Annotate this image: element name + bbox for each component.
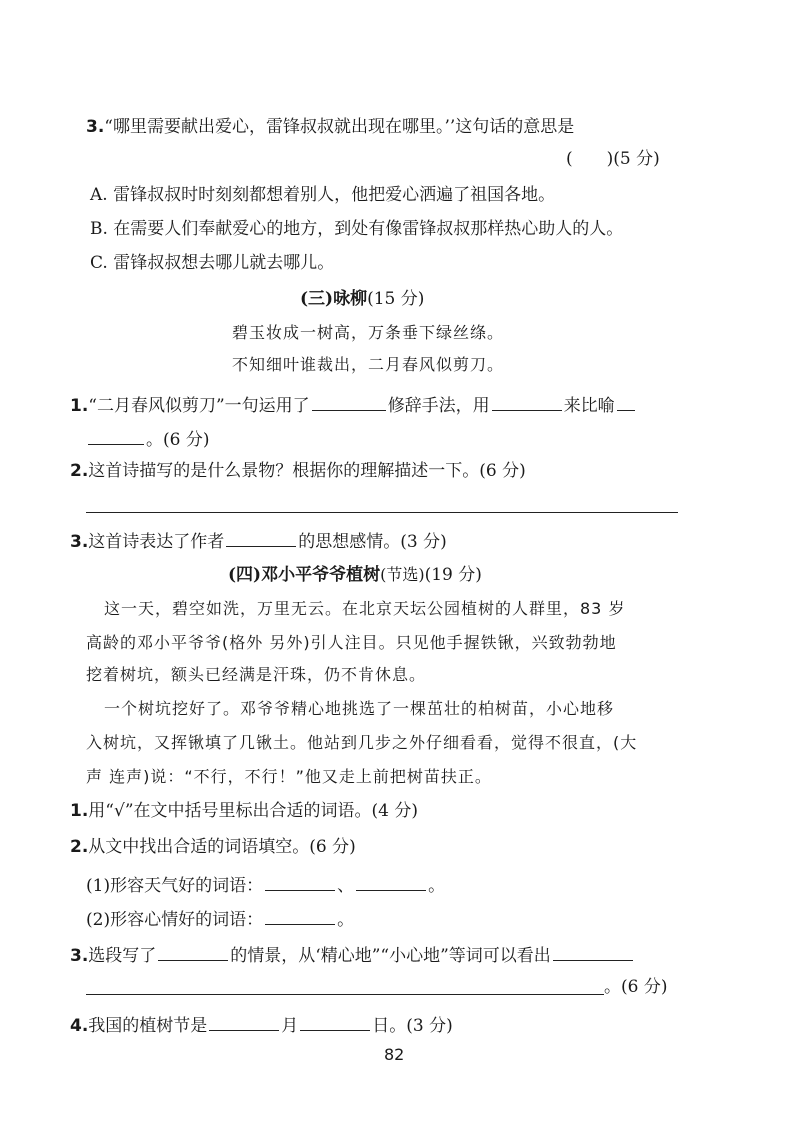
sec4-q1-number: 1. [70, 801, 89, 821]
answer-line-inference[interactable] [86, 994, 604, 995]
q3-option-a: A. 雷锋叔叔时时刻刻都想着别人，他把爱心洒遍了祖国各地。 [90, 185, 556, 205]
q3-option-b: B. 在需要人们奉献爱心的地方，到处有像雷锋叔叔那样热心助人的人。 [90, 219, 624, 239]
sec3-q1-number: 1. [70, 396, 89, 416]
blank-inference-start[interactable] [553, 942, 633, 961]
sec4-q3-score: 。(6 分) [604, 977, 668, 997]
poem-line-1: 碧玉妆成一树高，万条垂下绿丝绦。 [232, 323, 505, 342]
sec3-q3-text-a: 这首诗表达了作者 [88, 532, 225, 552]
page-number: 82 [384, 1045, 405, 1064]
blank-tenor-start[interactable] [617, 392, 635, 411]
sub2-end: 。 [337, 910, 355, 930]
sec3-q1-text-b: 修辞手法，用 [387, 396, 490, 416]
sec4-q3 [70, 942, 635, 967]
sec3-q2-text: 这首诗描写的是什么景物？根据你的理解描述一下。(6 分) [88, 461, 526, 481]
q3-score: (5 分) [613, 149, 660, 169]
sec4-q1 [70, 800, 418, 822]
sec4-q4 [70, 1012, 453, 1037]
blank-mood[interactable] [265, 906, 335, 925]
sec4-q4-number: 4. [70, 1016, 89, 1036]
blank-weather-1[interactable] [265, 872, 335, 891]
sec4-q1-text: 用“√”在文中括号里标出合适的词语。(4 分) [88, 801, 418, 821]
sub2-label: (2)形容心情好的词语： [86, 910, 264, 930]
sub1-label: (1)形容天气好的词语： [86, 876, 264, 896]
passage-p1-line1: 这一天，碧空如洗，万里无云。在北京天坛公园植树的人群里，83 岁 [104, 599, 626, 618]
sub1-end: 。 [428, 876, 446, 896]
answer-paren-open: ( [566, 149, 573, 169]
blank-vehicle[interactable] [492, 392, 562, 411]
q3-stem [86, 116, 574, 138]
q3-option-c: C. 雷锋叔叔想去哪儿就去哪儿。 [90, 253, 335, 273]
sec3-q2 [70, 460, 526, 482]
sec4-q3-text-b: 的情景，从‘精心地”“小心地”等词可以看出 [230, 946, 551, 966]
q3-answer-slot [566, 148, 660, 170]
sec4-q2-sub1 [86, 872, 445, 897]
section3-title: (三)咏柳 [300, 289, 368, 309]
passage-p2-line1: 一个树坑挖好了。邓爷爷精心地挑选了一棵茁壮的柏树苗，小心地移 [104, 699, 615, 718]
blank-day[interactable] [300, 1012, 370, 1031]
sec4-q3-text-a: 选段写了 [88, 946, 157, 966]
sec4-q2 [70, 836, 356, 858]
section4-heading [228, 564, 482, 586]
section3-heading [300, 288, 424, 310]
blank-tenor-end[interactable] [88, 426, 144, 445]
sec4-q4-day-label: 日。(3 分) [372, 1016, 453, 1036]
sec3-q3 [70, 528, 447, 553]
sec4-q2-text: 从文中找出合适的词语填空。(6 分) [88, 837, 356, 857]
answer-paren-close: ) [606, 149, 614, 169]
blank-rhetoric[interactable] [312, 392, 386, 411]
sec3-q1-cont [86, 426, 209, 451]
sec3-q3-number: 3. [70, 532, 89, 552]
sec3-q1 [70, 392, 637, 417]
section4-title: (四)邓小平爷爷植树 [228, 565, 381, 585]
blank-month[interactable] [209, 1012, 279, 1031]
section4-subtitle: (节选) [380, 565, 425, 584]
sec4-q4-month-label: 月 [281, 1016, 299, 1036]
sec3-q2-number: 2. [70, 461, 89, 481]
poem-line-2: 不知细叶谁裁出，二月春风似剪刀。 [232, 355, 505, 374]
blank-scene[interactable] [158, 942, 228, 961]
sec3-q1-text-a: “二月春风似剪刀”一句运用了 [88, 396, 310, 416]
sec4-q2-number: 2. [70, 837, 89, 857]
passage-p2-line3: 声 连声)说：“不行，不行！”他又走上前把树苗扶正。 [86, 767, 492, 786]
blank-weather-2[interactable] [356, 872, 426, 891]
blank-emotion[interactable] [226, 528, 296, 547]
section3-score: (15 分) [367, 289, 425, 309]
sec3-q1-score: 。(6 分) [146, 430, 210, 450]
sec4-q4-text-a: 我国的植树节是 [88, 1016, 208, 1036]
q3-number: 3. [86, 117, 105, 137]
sec3-q1-text-c: 来比喻 [563, 396, 615, 416]
q3-text: “哪里需要献出爱心，雷锋叔叔就出现在哪里。’’这句话的意思是 [104, 117, 575, 137]
sec4-q3-number: 3. [70, 946, 89, 966]
sec4-q2-sub2 [86, 906, 354, 931]
sub1-sep: 、 [337, 876, 355, 896]
passage-p1-line2: 高龄的邓小平爷爷(格外 另外)引人注目。只见他手握铁锹，兴致勃勃地 [86, 633, 617, 652]
passage-p2-line2: 入树坑，又挥锹填了几锹土。他站到几步之外仔细看看，觉得不很直，(大 [86, 733, 638, 752]
section4-score: (19 分) [424, 565, 482, 585]
answer-line[interactable] [86, 512, 678, 513]
passage-p1-line3: 挖着树坑，额头已经满是汗珠，仍不肯休息。 [86, 665, 427, 684]
sec3-q3-text-b: 的思想感情。(3 分) [298, 532, 447, 552]
